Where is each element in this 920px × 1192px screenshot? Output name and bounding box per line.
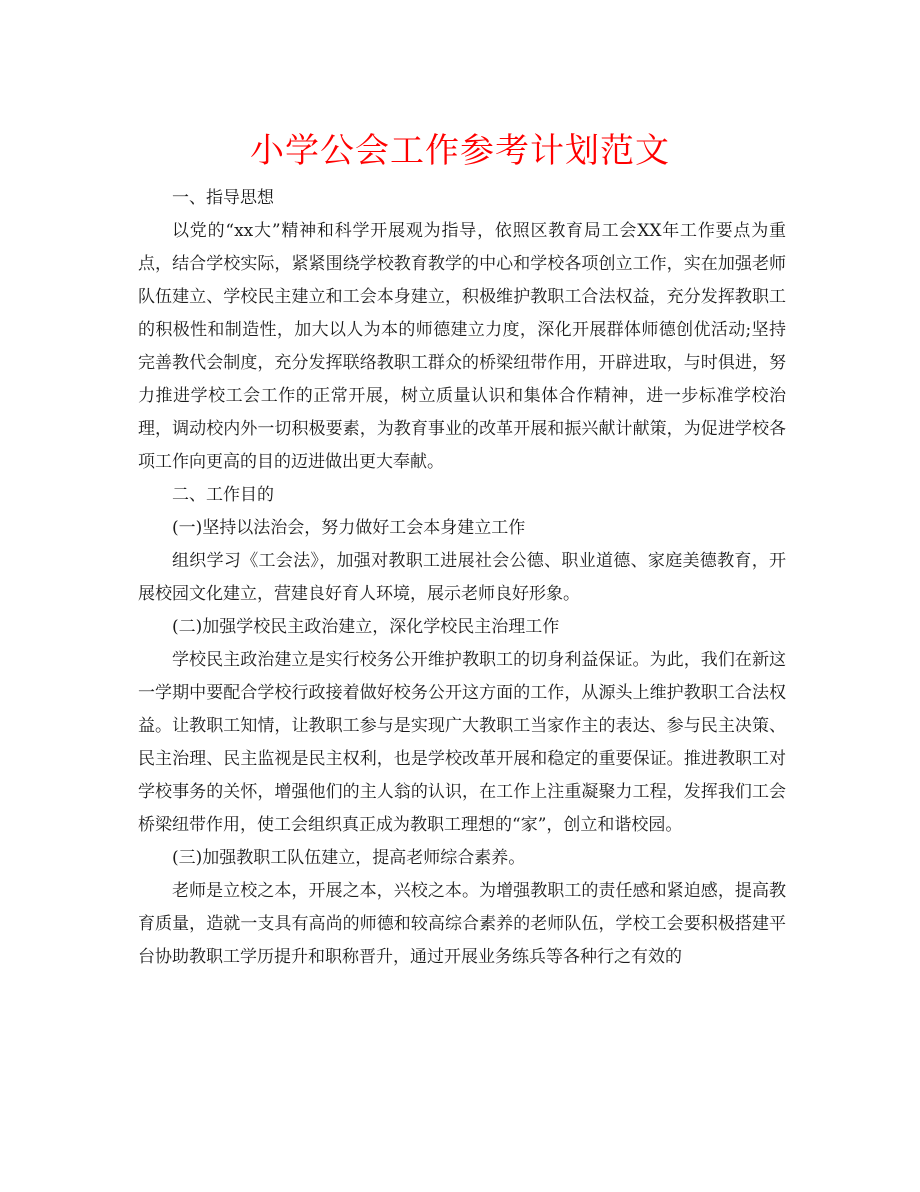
paragraph-guiding-thought: 以党的“xx大”精神和科学开展观为指导，依照区教育局工会XX年工作要点为重点，结合学校实际，紧紧围绕学校教育教学的中心和学校各项创立工作，实在加强老师队伍建立、学校民主建立和工会本身建立，积极维护教职工合法权益，充分发挥教职工的积极性和制造性，加大以人为本的师德建立力度，深化开展群体师德创优活动;坚持完善教代会制度，充分发挥联络教职工群众的桥梁纽带作用，开辟进取，与时俱进，努力推进学校工会工作的正常开展，树立质量认识和集体合作精神，进一步标准学校治理，调动校内外一切积极要素，为教育事业的改革开展和振兴献计献策，为促进学校各项工作向更高的目的迈进做出更大奉献。 bbox=[138, 221, 786, 472]
section-heading-work-goals: 二、工作目的 bbox=[172, 485, 274, 505]
subheading-3: (三)加强教职工队伍建立，提高老师综合素养。 bbox=[172, 848, 526, 868]
paragraph-2: 学校民主政治建立是实行校务公开维护教职工的切身利益保证。为此，我们在新这一学期中要配合学校行政接着做好校务公开这方面的工作，从源头上维护教职工合法权益。让教职工知情，让教职工参与是实现广大教职工当家作主的表达、参与民主决策、民主治理、民主监视是民主权利，也是学校改革开展和稳定的重要保证。推进教职工对学校事务的关怀，增强他们的主人翁的认识，在工作上注重凝聚力工程，发挥我们工会桥梁纽带作用，使工会组织真正成为教职工理想的“家”，创立和谐校园。 bbox=[138, 650, 786, 835]
document-body bbox=[138, 182, 786, 974]
subheading-1: (一)坚持以法治会，努力做好工会本身建立工作 bbox=[172, 518, 526, 538]
paragraph-3: 老师是立校之本，开展之本，兴校之本。为增强教职工的责任感和紧迫感，提高教育质量，造就一支具有高尚的师德和较高综合素养的老师队伍，学校工会要积极搭建平台协助教职工学历提升和职称晋升，通过开展业务练兵等各种行之有效的 bbox=[138, 881, 786, 967]
section-heading-guiding-thought: 一、指导思想 bbox=[172, 188, 274, 208]
subheading-2: (二)加强学校民主政治建立，深化学校民主治理工作 bbox=[172, 617, 560, 637]
document-title: 小学公会工作参考计划范文 bbox=[250, 131, 670, 171]
paragraph-1: 组织学习《工会法》，加强对教职工进展社会公德、职业道德、家庭美德教育，开展校园文化建立，营建良好育人环境，展示老师良好形象。 bbox=[138, 551, 786, 604]
